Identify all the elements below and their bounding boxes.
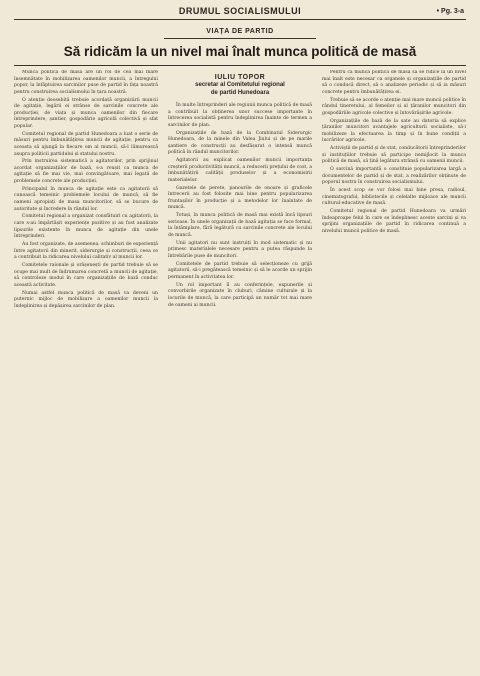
author-name: IULIU TOPOR (214, 74, 266, 81)
paragraph: Trebuie să se acorde o atenție mai mare muncii politice în rândul tineretului, al femeilor și al țăranilor muncitori din gospodăriile agricole colective și întovărășirile agricole. (322, 97, 466, 116)
paragraph: Munca politică de masă are un rol de cea mai mare însemnătate în mobilizarea oamenilor muncii, a întregului popor, la înfăptuirea sarcinilor puse de partid în fața noastră pentru construirea socialismului în țara noastră. (14, 70, 158, 95)
paragraph: Comitetul regional a organizat consfătuiri cu agitatorii, la care s-au împărtășit experiențe pozitive și au fost analizate lipsurile existente în munca de agitație din unele întreprinderi. (14, 214, 158, 240)
article-column-1 (14, 70, 158, 670)
paragraph: Au fost organizate, de asemenea, schimburi de experiență între agitatorii din minerit, siderurgie și construcții, ceea ce a contribuit la ridicarea nivelului calitativ al muncii lor. (14, 241, 158, 261)
paragraph: Comitetul regional de partid Hunedoara va urmări îndeaproape felul în care se îndeplinesc aceste sarcini și va sprijini organizațiile de partid în ridicarea continuă a nivelului muncii politice de masă. (322, 209, 466, 234)
paragraph: Prin instruirea sistematică a agitatorilor, prin sprijinul acordat organizațiilor de bază, s-a reușit ca munca de agitație să fie mai vie, mai convingătoare, mai legată de problemele concrete ale producției. (14, 159, 158, 185)
paragraph: Organizațiile de bază de la sate au datoria să explice țăranilor muncitori avantajele agriculturii socialiste, să-i mobilizeze la efectuarea la timp și în bune condiții a lucrărilor agricole. (322, 118, 466, 144)
paragraph: În multe întreprinderi ale regiunii munca politică de masă a contribuit la obținerea unor succese importante în întrecerea socialistă pentru îndeplinirea înainte de termen a sarcinilor de plan. (168, 103, 312, 128)
paragraph: Un rol important îl au conferințele, expunerile și convorbirile organizate în cluburi, cămine culturale și la locurile de muncă, la care participă un număr tot mai mare de oameni ai muncii. (168, 282, 312, 308)
paragraph: Organizațiile de bază de la Combinatul Siderurgic Hunedoara, de la minele din Valea Jiului și de pe marile șantiere de construcții au desfășurat o intensă muncă politică în rândul muncitorilor. (168, 130, 312, 156)
paragraph: Agitatorii au explicat oamenilor muncii importanța creșterii productivității muncii, a reducerii prețului de cost, a îmbunătățirii calității produselor și a economisirii materialelor. (168, 158, 312, 183)
author-byline (168, 74, 312, 97)
newspaper-title: DRUMUL SOCIALISMULUI (178, 6, 302, 16)
paragraph: Activiștii de partid și de stat, conducătorii întreprinderilor și instituțiilor trebuie să participe nemijlocit la munca politică de masă, să țină legătura strânsă cu oamenii muncii. (322, 146, 466, 165)
paragraph: Comitetele de partid trebuie să selecționeze cu grijă agitatorii, să-i pregătească temeinic și să le acorde un sprijin permanent în activitatea lor. (168, 261, 312, 280)
author-role: de partid Hunedoara (210, 90, 270, 96)
article-column-3 (322, 70, 466, 670)
article-columns (14, 70, 466, 670)
paragraph: În acest scop se vor folosi mai bine presa, radioul, cinematograful, bibliotecile și celelalte mijloace ale muncii cultural-educative de masă. (322, 188, 466, 207)
article-column-2 (168, 70, 312, 670)
section-label: VIAȚA DE PARTID (206, 28, 274, 35)
headline-rule (14, 65, 466, 66)
paragraph: Totuși, în munca politică de masă mai există încă lipsuri serioase. În unele organizații de bază agitația se face formal, la întâmplare, fără legătură cu sarcinile concrete ale locului de muncă. (168, 213, 312, 239)
paragraph: Comitetul regional de partid Hunedoara a luat o serie de măsuri pentru îmbunătățirea muncii de agitație, pentru ca aceasta să ajungă la fiecare om al muncii, să-l lămurească asupra politicii partidului și statului nostru. (14, 131, 158, 157)
paragraph: O atenție deosebită trebuie acordată organizării muncii de agitație, legării ei strânse de sarcinile concrete ale producției, de viața și munca oamenilor din fiecare întreprindere, șantier, gospodărie agricolă colectivă și sfat popular. (14, 97, 158, 129)
section-rule (164, 38, 316, 39)
paragraph: Numai astfel munca politică de masă va deveni un puternic mijloc de mobilizare a oamenilor muncii la îndeplinirea și depășirea sarcinilor de plan. (14, 290, 158, 309)
paragraph: Principalul în munca de agitație este ca agitatorii să cunoască temeinic problemele locului de muncă, să fie oameni apropiați de masa muncitorilor, să se bucure de autoritate și încredere în rândul lor. (14, 186, 158, 212)
paragraph: Comitetele raionale și orășenești de partid trebuie să se ocupe mai mult de îndrumarea concretă a muncii de agitație, să controleze modul în care organizațiile de bază conduc această activitate. (14, 262, 158, 288)
paragraph: Gazetele de perete, panourile de onoare și graficele întrecerii au fost folosite mai bine pentru popularizarea fruntașilor în producție și a metodelor lor înaintate de muncă. (168, 185, 312, 211)
author-role: secretar al Comitetului regional (195, 82, 285, 88)
article-headline: Să ridicăm la un nivel mai înalt munca politică de masă (63, 44, 417, 59)
paragraph: Unii agitatori nu sunt instruiți în mod sistematic și nu primesc materialele necesare pentru a putea răspunde la întrebările puse de muncitori. (168, 240, 312, 259)
paragraph: O sarcină importantă o constituie popularizarea largă a documentelor de partid și de stat, a realizărilor obținute de poporul nostru în construirea socialismului. (322, 167, 466, 186)
page-header (14, 6, 466, 24)
page-number: • Pg. 3-a (436, 8, 464, 15)
paragraph: Pentru ca munca politică de masă să se ridice la un nivel mai înalt este necesar ca organele și organizațiile de partid să o conducă direct, să o analizeze periodic și să ia măsuri concrete pentru îmbunătățirea ei. (322, 70, 466, 95)
header-rule (14, 19, 466, 20)
